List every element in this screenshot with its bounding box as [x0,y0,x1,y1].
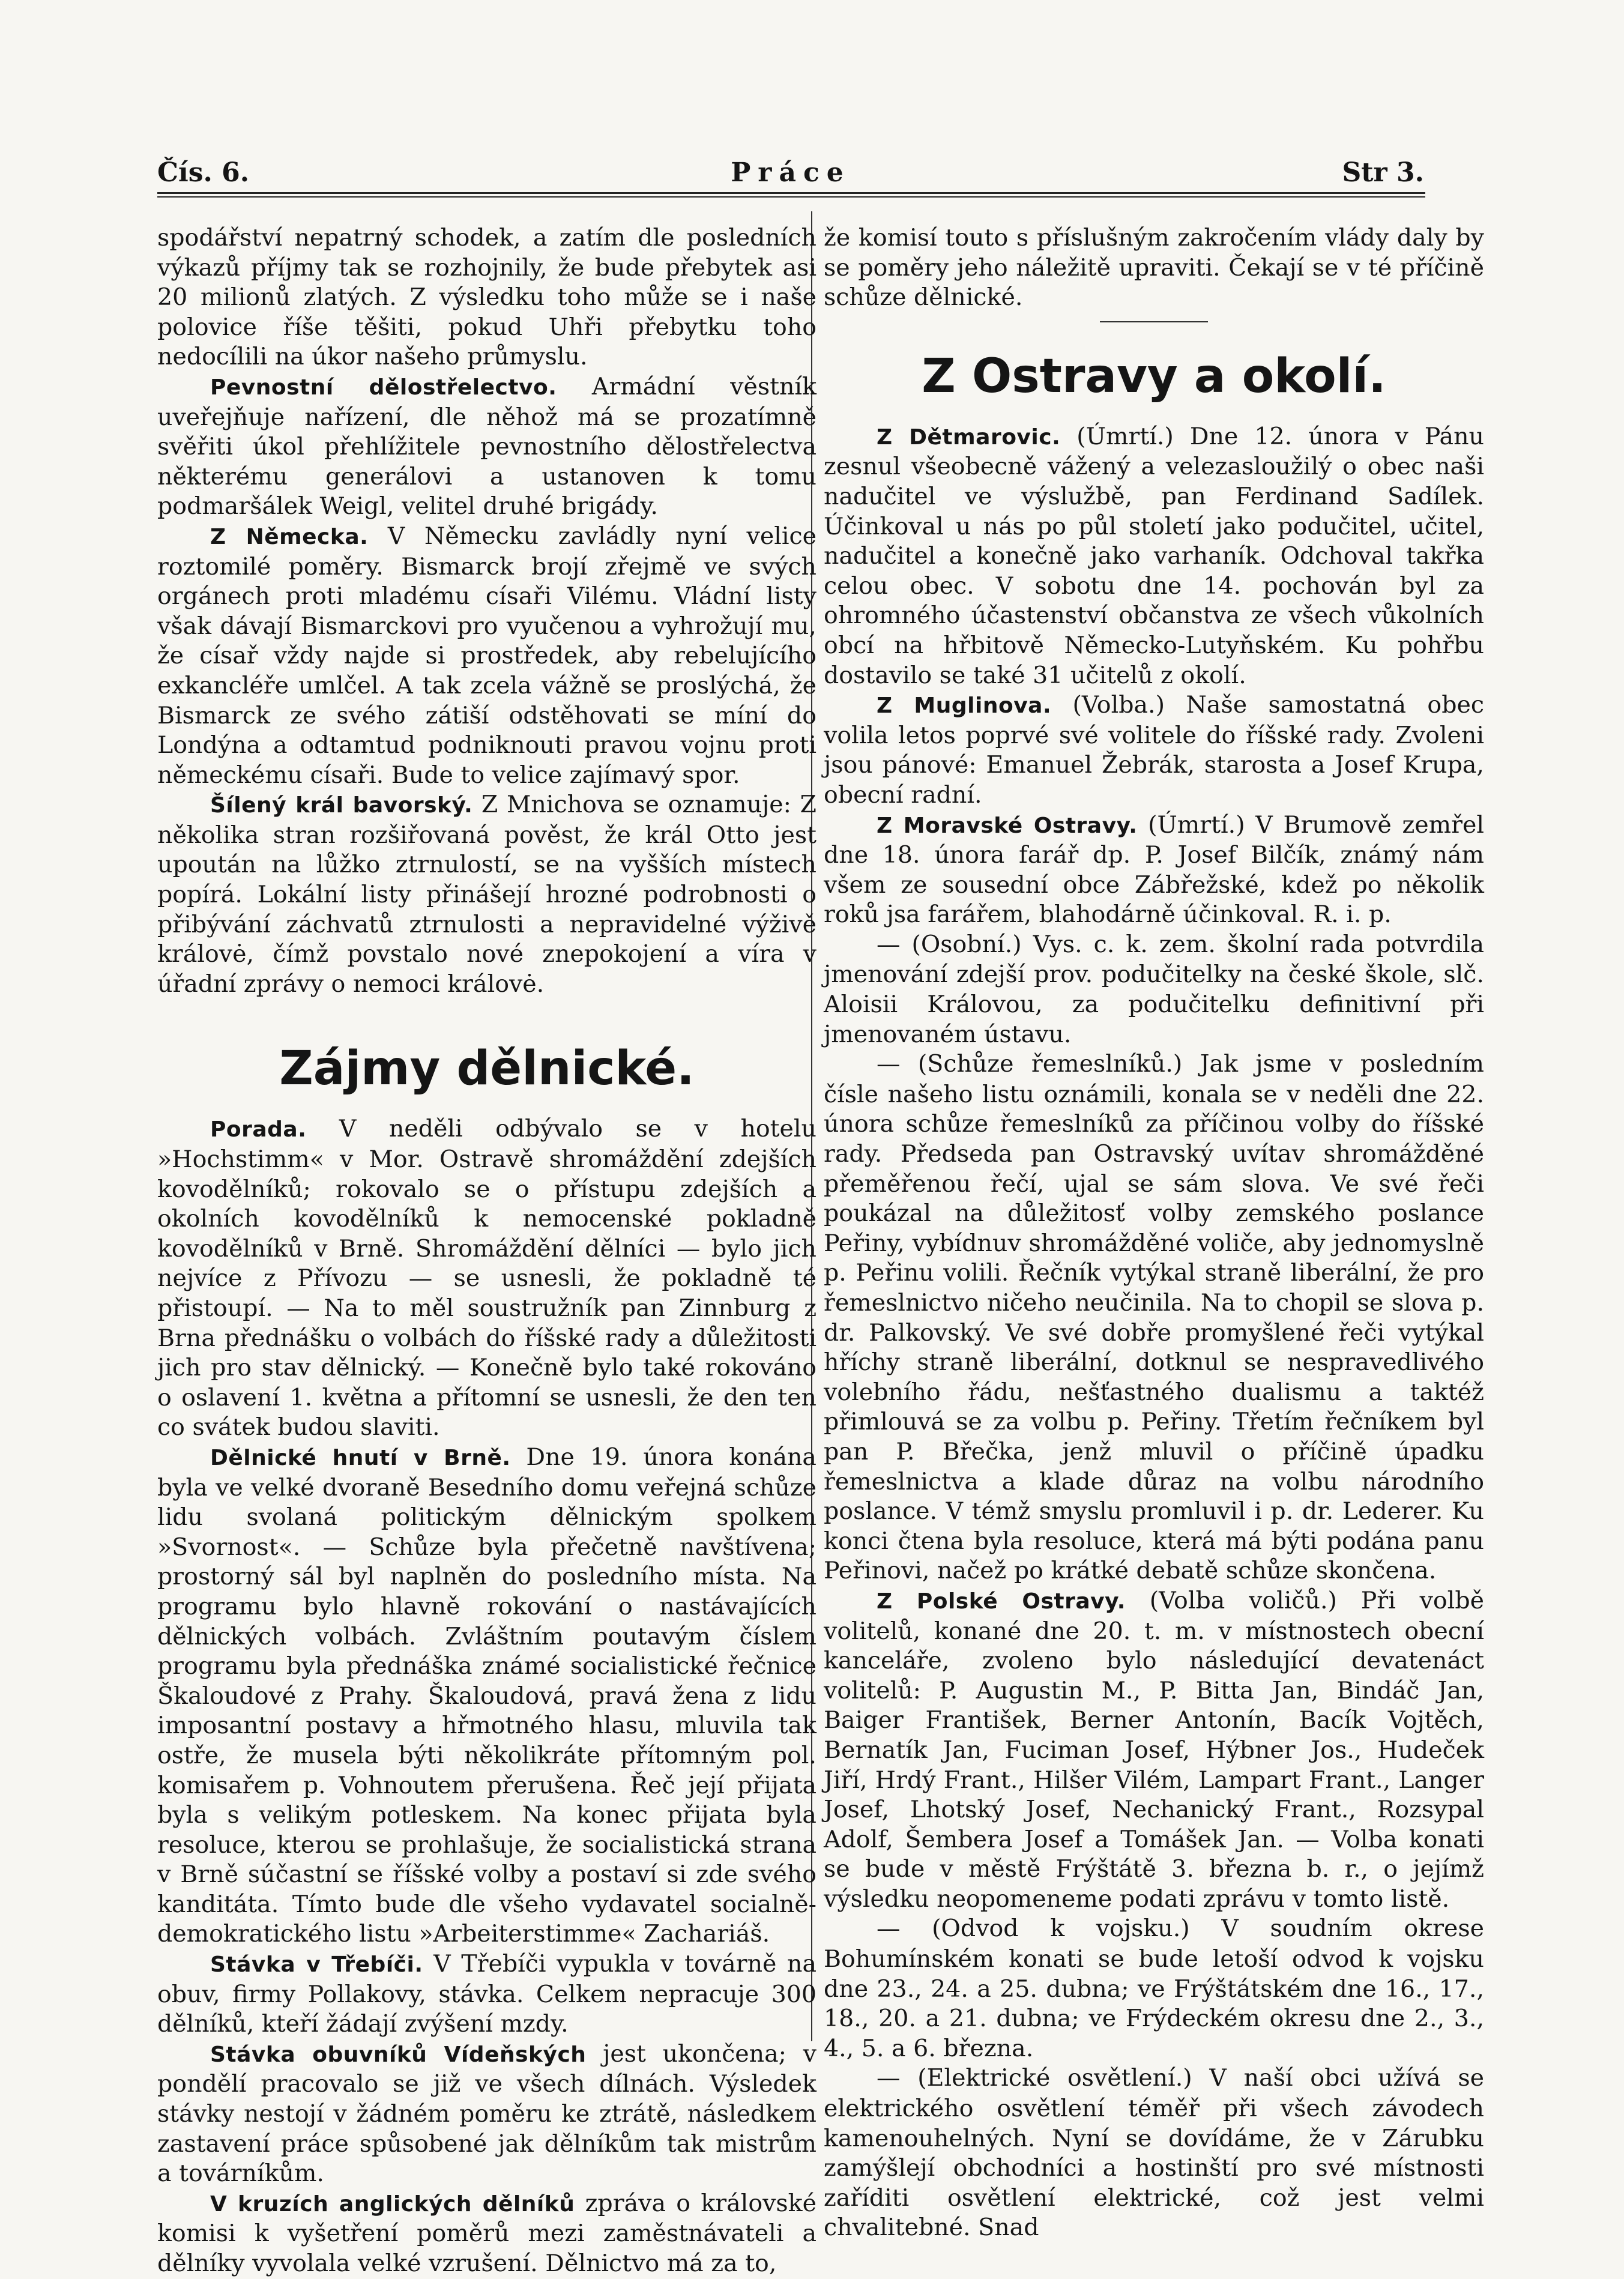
section-heading-labor: Zájmy dělnické. [279,1042,695,1096]
article-text: (Volba.) Naše samostatná obec volila letos poprvé své volitele do říšské rady. Zvoleni jsou pánové: Emanuel Žebrák, starosta a Josef Krupa, obecní radní. [824,691,1485,809]
article-text: zpráva o královské komisi k vyšetření poměrů mezi zaměstnávateli a dělníky vyvolala velké vzrušení. Dělnictvo má za to, [157,2189,817,2277]
article-paragraph [824,930,1484,1049]
article-text: jest ukončena; v pondělí pracovalo se již ve všech dílnách. Výsledek stávky nestojí v žádném poměru ke ztrátě, následkem zastavení práce spůsobené jak dělníkům tak mistrům a továrníkům. [157,2039,817,2188]
article-text: Armádní věstník uveřejňuje nařízení, dle něhož má se prozatímně svěřiti úkol přehlížitele pevnostního dělostřelectva některému generálovi a ustanoven k tomu podmaršálek Weigl, velitel druhé brigády. [157,372,817,521]
article-title: Z Polské Ostravy. [877,1589,1126,1614]
article-paragraph [824,422,1484,690]
article-text: (Úmrtí.) V Brumově zemřel dne 18. února farář dp. P. Josef Bilčík, známý nám všem ze sousední obce Zábřežské, kdež po několik roků jsa farářem, blahodárně účinkoval. R. i. p. [824,810,1484,929]
article-paragraph [157,1114,817,1443]
article-title: Z Moravské Ostravy. [877,813,1138,838]
article-paragraph [824,690,1484,810]
right-intro-paragraph: že komisí touto s příslušným zakročením vlády daly by se poměry jeho náležitě upraviti. Čekají se v té příčině schůze dělnické. [824,224,1484,312]
article-paragraph [824,1586,1484,1915]
article-title: Dělnické hnutí v Brně. [210,1445,511,1470]
article-paragraph [157,2189,817,2279]
article-title: Stávka obuvníků Vídeňských [210,2042,587,2067]
left-column [157,223,817,2279]
article-text: Dne 19. února konána byla ve velké dvoraně Besedního domu veřejná schůze lidu svolaná politickým dělnickým spolkem »Svornost«. — Schůze byla přečetně navštívena; prostorný sál byl naplněn do posledního místa. Na programu bylo hlavně rokování o nastávajících dělnických volbách. Zvláštním poutavým číslem programu byla přednáška známé socialistické řečnice Škaloudové z Prahy. Škaloudová, pravá žena z lidu imposantní postavy a hřmotného hlasu, mluvila tak ostře, že musela býti několikráte přítomným pol. komisařem p. Vohnoutem přerušena. Řeč její přijata byla s velikým potleskem. Na konec přijata byla resoluce, kterou se prohlašuje, že socialistická strana v Brně súčastní se říšské volby a postaví si zde svého kanditáta. Tímto bude dle všeho vydavatel socialně-demokratického listu »Arbeiterstimme« Zachariáš. [157,1443,817,1948]
article-text: V Německu zavládly nyní velice roztomilé poměry. Bismarck brojí zřejmě ve svých orgánech proti mladému císaři Vilému. Vládní listy však dávají Bismarckovi pro vyučenou a vyhrožují mu, že císař vždy najde si prostředek, aby rebelujícího exkancléře umlčel. A tak zcela vážně se proslýchá, že Bismarck ze svého zátiší odstěhovati se míní do Londýna a odtamtud podniknouti pravou vojnu proti německému císaři. Bude to velice zajímavý spor. [157,522,817,789]
article-paragraph [157,2039,817,2189]
article-text: — (Osobní.) Vys. c. k. zem. školní rada potvrdila jmenování zdejší prov. podučitelky na české škole, slč. Aloisii Královou, za podučitelku definitivní při jmenovaném ústavu. [824,930,1484,1048]
short-divider [1100,321,1208,322]
article-paragraph [824,1049,1484,1586]
article-text: (Volba voličů.) Při volbě volitelů, konané dne 20. t. m. v místnostech obecní kanceláře, zvoleno bylo následující devatenáct volitelů: P. Augustin M., P. Bitta Jan, Bindáč Jan, Baiger František, Berner Antonín, Bacík Vojtěch, Bernatík Jan, Fuciman Josef, Hýbner Jos., Hudeček Jiří, Hrdý Frant., Hilšer Vilém, Lampart Frant., Langer Josef, Lhotský Josef, Nechanický Frant., Rozsypal Adolf, Šembera Josef a Tomášek Jan. — Volba konati se bude v městě Frýštátě 3. března b. r., o jejímž výsledku neopomeneme podati zprávu v tomto listě. [824,1586,1484,1913]
right-column [824,223,1484,2243]
article-text: V neděli odbývalo se v hotelu »Hochstimm« v Mor. Ostravě shromáždění zdejších kovodělníků; rokovalo se o přístupu zdejších a okolních kovodělníků k nemocenské pokladně kovodělníků v Brně. Shromáždění dělníci — bylo jich nejvíce z Přívozu — se usnesli, že pokladně té přistoupí. — Na to měl soustružník pan Zinnburg z Brna přednášku o volbách do říšské rady a důležitosti jich pro stav dělnický. — Konečně bylo také rokováno o oslavení 1. května a přítomní se usnesli, že den ten co svátek budou slaviti. [157,1115,817,1441]
section-heading-ostrava: Z Ostravy a okolí. [922,349,1386,403]
article-paragraph [824,810,1484,930]
article-text: — (Elektrické osvětlení.) V naší obci užívá se elektrického osvětlení téměř při všech závodech kamenouhelných. Nyní se dovídáme, že v Zárubku zamýšlejí obchodníci a hostinští pro své místnosti zaříditi osvětlení elektrické, což jest velmi chvalitebné. Snad [824,2064,1484,2242]
article-paragraph [824,2063,1484,2243]
article-paragraph [157,790,817,999]
article-paragraph [157,1949,817,2039]
article-text: V Třebíči vypukla v továrně na obuv, firmy Pollakovy, stávka. Celkem nepracuje 300 dělníků, kteří žádají zvýšení mzdy. [157,1950,817,2038]
article-text: — (Odvod k vojsku.) V soudním okrese Bohumínském konati se bude letoší odvod k vojsku dne 23., 24. a 25. dubna; ve Frýštátském dne 16., 17., 18., 20. a 21. dubna; ve Frýdeckém okresu dne 2., 3., 4., 5. a 6. března. [824,1915,1484,2062]
article-paragraph [157,372,817,522]
article-paragraph [824,1914,1484,2063]
newspaper-title: Práce [731,157,851,188]
article-text: (Úmrtí.) Dne 12. února v Pánu zesnul všeobecně vážený a velezasloužilý o obec naši nadučitel ve výslužbě, pan Ferdinand Sadílek. Účinkoval u nás po půl století jako podučitel, učitel, nadučitel a konečně jako varhaník. Odchoval takřka celou obec. V sobotu dne 14. pochován byl za ohromného účastenství občanstva ze všech vůkolních obcí na hřbitově Německo-Lutyňském. Ku pohřbu dostavilo se také 31 učitelů z okolí. [824,422,1484,689]
article-title: V kruzích anglických dělníků [210,2191,575,2217]
article-text: — (Schůze řemeslníků.) Jak jsme v posledním čísle našeho listu oznámili, konala se v neděli dne 22. února schůze řemeslníků za příčinou volby do říšské rady. Předseda pan Ostravský uvítav shromážděné přeměřenou řečí, ujal se sám slova. Ve své řeči poukázal na důležitosť volby zemského poslance Peřiny, vybídnuv shromážděné voliče, aby jednomyslně p. Peřinu volili. Řečník vytýkal straně liberální, že pro řemeslnictvo ničeho neučinila. Na to chopil se slova p. dr. Palkovský. Ve své dobře promyšlené řeči vytýkal hříchy straně liberální, dotknul se nespravedlivého volebního řádu, nešťastného dualismu a taktéž přimlouvá se za volbu p. Peřiny. Třetím řečníkem byl pan P. Břečka, jenž mluvil o příčině úpadku řemeslnictva a klade důraz na volbu národního poslance. V témž smyslu promluvil i p. dr. Lederer. Ku konci čtena byla resoluce, která má býti podána panu Peřinovi, načež po krátké debatě schůze skončena. [824,1050,1484,1585]
article-text: Z Mnichova se oznamuje: Z několika stran rozšiřovaná pověst, že král Otto jest upoután na lůžko ztrnulostí, se na vyšších místech popírá. Lokální listy přinášejí hrozné podrobnosti o přibývání záchvatů ztrnulosti a nepravidelné výživě královė, čímž povstalo nové znepokojení a víra v úřadní zprávy o nemoci královė. [157,791,817,998]
page-header [157,157,1424,193]
article-paragraph [157,1443,817,1949]
article-title: Stávka v Třebíči. [210,1952,423,1978]
page-number: Str 3. [1342,157,1424,188]
issue-number: Čís. 6. [157,157,250,188]
article-title: Šílený král bavorský. [210,793,473,818]
article-title: Z Dětmarovic. [877,424,1061,450]
article-title: Pevnostní dělostřelectvo. [210,375,557,400]
left-intro-paragraph: spodářství nepatrný schodek, a zatím dle posledních výkazů příjmy tak se rozhojnily, že bude přebytek asi 20 milionů zlatých. Z výsledku toho může se i naše polovice říše těšiti, pokud Uhři přebytku toho nedocílili na úkor našeho průmyslu. [157,224,817,371]
article-title: Z Muglinova. [877,693,1052,719]
header-rule [157,192,1425,198]
article-title: Z Německa. [210,524,369,549]
article-paragraph [157,522,817,790]
article-title: Porada. [210,1117,307,1143]
